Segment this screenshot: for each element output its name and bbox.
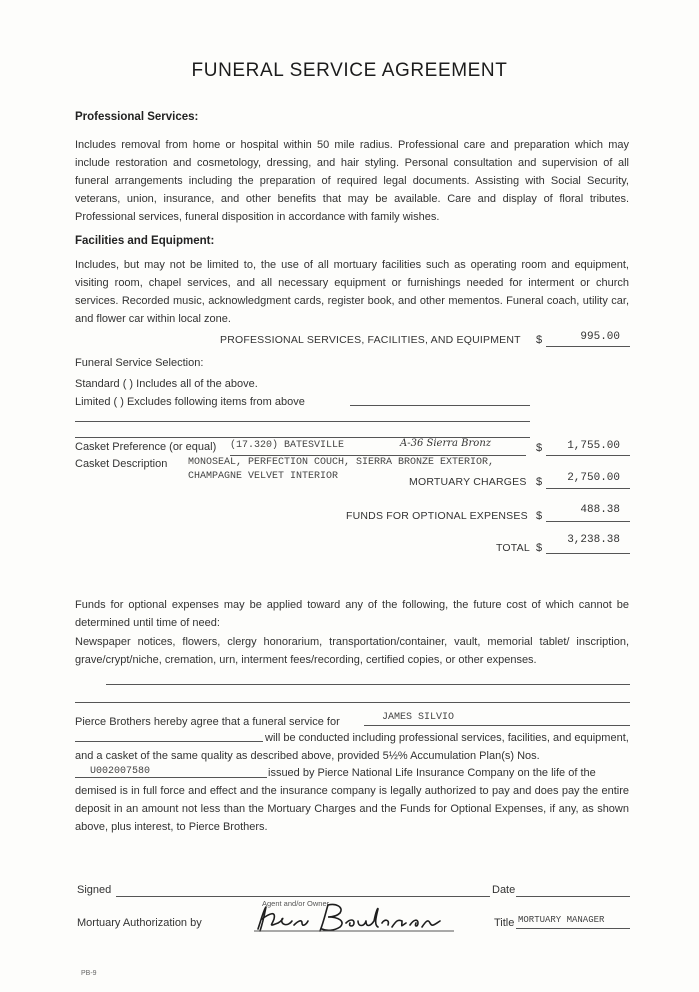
casket-currency: $ [536,442,543,454]
standard-option: Standard ( ) Includes all of the above. [75,378,258,390]
plan-number-line [75,777,267,778]
professional-amount-line [546,346,630,347]
total-amount-line [546,553,630,554]
agent-label: Agent and/or Owner [262,899,330,908]
casket-preference-label: Casket Preference (or equal) [75,441,217,453]
optional-currency: $ [536,510,543,522]
total-amount: 3,238.38 [567,534,620,546]
total-label: TOTAL [496,542,530,554]
selection-label: Funeral Service Selection: [75,357,204,369]
title-line[interactable] [516,928,630,929]
limited-line-1 [350,405,530,406]
facilities-text: Includes, but may not be limited to, the use of all mortuary facilities such as operating room and equipment, visiting room, chapel services, and all necessary equipment or furnishings needed for interment or church services. Recorded music, acknowledgment cards, register book, and other mementos. Funeral coach, utility car, and flower car within local zone. [75,259,629,325]
agreement-intro: Pierce Brothers hereby agree that a funeral service for [75,716,340,728]
optional-amount-line [546,521,630,522]
signed-line[interactable] [116,896,490,897]
optional-amount: 488.38 [580,504,620,516]
currency-symbol: $ [536,334,543,346]
optional-funds-label: FUNDS FOR OPTIONAL EXPENSES [346,510,528,522]
mortuary-charges-label: MORTUARY CHARGES [409,476,527,488]
footer-code: PB-9 [81,970,97,977]
mortuary-amount-line [546,488,630,489]
professional-charge-label: PROFESSIONAL SERVICES, FACILITIES, AND EQUIPMENT [220,334,521,346]
agreement-line-3: and a casket of the same quality as described above, provided 5½% Accumulation Plan(s) Nos. [75,750,540,762]
casket-amount: 1,755.00 [567,440,620,452]
date-label: Date [492,884,516,896]
casket-preference-line [230,455,526,456]
optional-expenses-intro: Funds for optional expenses may be applied toward any of the following, the future cost of which cannot be determined until time of need: [75,599,629,629]
title-value: MORTUARY MANAGER [518,915,605,925]
agreement-rest: demised is in full force and effect and the insurance company is legally authorized to pay and does pay the entire deposit in an amount not less than the Mortuary Charges and the Funds for Optional Expenses, if any, as shown above, plus interest, to Pierce Brothers. [75,785,629,833]
deceased-name: JAMES SILVIO [382,712,455,723]
optional-expenses-line-2 [75,702,630,703]
professional-services-text: Includes removal from home or hospital within 50 mile radius. Professional care and preparation which may include restoration and cosmetology, dressing, and hair styling. Personal consultation and supervision of all funeral arrangements including the preparation of required legal documents. Assisting with Social Security, veterans, union, insurance, and other benefits that may be available. Care and display of floral tributes. Professional services, funeral disposition in accordance with family wishes. [75,139,629,223]
mortuary-amount: 2,750.00 [567,472,620,484]
casket-description-line2: CHAMPAGNE VELVET INTERIOR [188,471,339,482]
casket-preference-handwritten: A-36 Sierra Bronz [400,438,492,449]
professional-amount: 995.00 [580,331,620,343]
plan-number: U002007580 [90,766,151,777]
mortuary-authorization-label: Mortuary Authorization by [77,917,202,929]
agreement-line-2: will be conducted including professional services, facilities, and equipment, [265,732,629,744]
total-currency: $ [536,542,543,554]
facilities-heading: Facilities and Equipment: [75,235,215,247]
signed-label: Signed [77,884,112,896]
casket-preference-typed: (17.320) BATESVILLE [230,440,345,451]
page-title: FUNERAL SERVICE AGREEMENT [191,60,508,81]
casket-description-label: Casket Description [75,458,168,470]
professional-services-heading: Professional Services: [75,111,199,123]
agreement-line-4: issued by Pierce National Life Insurance Company on the life of the [268,767,596,779]
limited-line-2 [75,421,530,422]
optional-expenses-list: Newspaper notices, flowers, clergy honorarium, transportation/container, vault, memorial tablet/ inscription, grave/crypt/niche, cremation, urn, interment fees/recording, certified copies, or other expenses. [75,636,629,666]
mortuary-currency: $ [536,476,543,488]
casket-description-line1: MONOSEAL, PERFECTION COUCH, SIERRA BRONZE EXTERIOR, [188,457,495,468]
agreement-blank-line [75,741,263,742]
casket-amount-line [546,455,630,456]
deceased-name-line [364,725,630,726]
optional-expenses-line-1 [106,684,630,685]
date-line[interactable] [516,896,630,897]
title-label: Title [494,917,515,929]
limited-option: Limited ( ) Excludes following items from above [75,396,305,408]
signature-image [250,901,460,935]
